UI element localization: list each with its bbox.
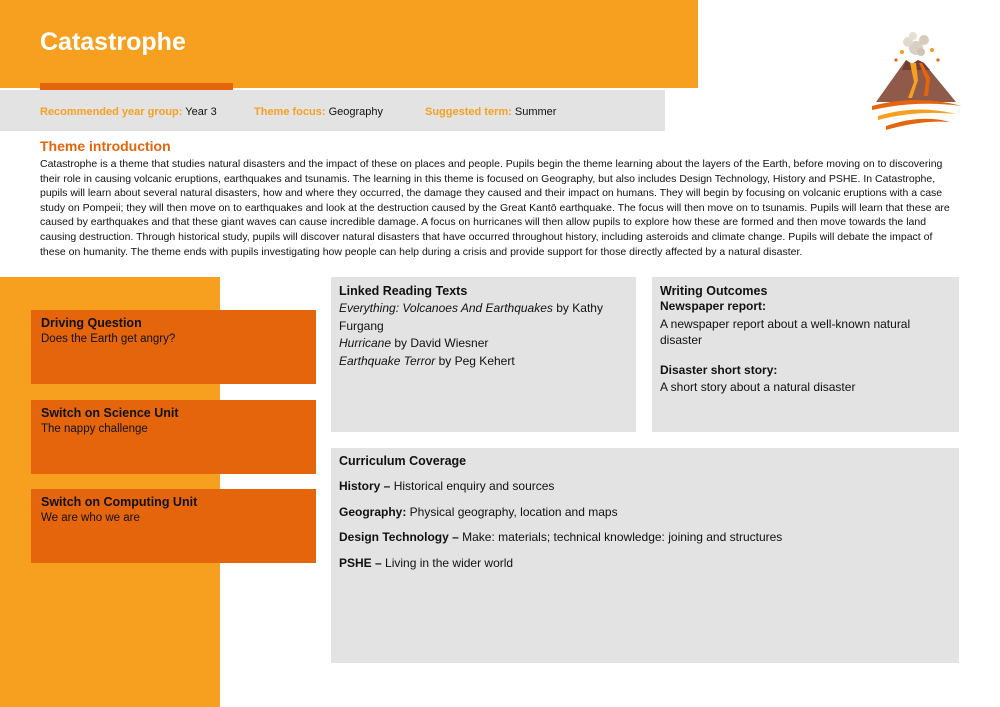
science-unit-text: The nappy challenge xyxy=(41,423,148,435)
driving-question-box xyxy=(31,310,316,384)
reading-texts-panel xyxy=(331,277,636,432)
outcome-text: A short story about a natural disaster xyxy=(660,380,856,394)
theme-focus-label: Theme focus: xyxy=(254,106,326,118)
reading-texts-title: Linked Reading Texts xyxy=(339,284,468,298)
year-group-label: Recommended year group: xyxy=(40,106,183,118)
book-author: by Peg Kehert xyxy=(435,353,515,368)
writing-outcomes-title: Writing Outcomes xyxy=(660,284,768,298)
computing-unit-box xyxy=(31,489,316,563)
curriculum-item xyxy=(339,478,951,496)
curriculum-subject: PSHE – xyxy=(339,555,382,570)
curriculum-item xyxy=(339,504,951,522)
curriculum-coverage-panel xyxy=(331,448,959,663)
driving-question-text: Does the Earth get angry? xyxy=(41,333,176,345)
page-title: Catastrophe xyxy=(40,28,186,56)
curriculum-detail: Physical geography, location and maps xyxy=(406,504,618,519)
book-title: Everything: Volcanoes And Earthquakes xyxy=(339,301,553,315)
suggested-term-label: Suggested term: xyxy=(425,106,512,118)
science-unit-title: Switch on Science Unit xyxy=(41,406,179,420)
outcome-heading: Disaster short story: xyxy=(660,362,778,377)
theme-focus xyxy=(254,106,383,118)
suggested-term xyxy=(425,106,556,118)
book-item xyxy=(339,353,628,371)
outcome-text: A newspaper report about a well-known natural disaster xyxy=(660,316,911,347)
intro-text: Catastrophe is a theme that studies natural disasters and the impact of these on places and people. Pupils begin the theme learning about the layers of the Earth, before moving on to discovering their role in causing volcanic eruptions, earthquakes and tsunamis. The learning in this theme is focused on Geography, but also includes Design Technology, History and PSHE. In Catastrophe, pupils will learn about several natural disasters, how and where they occurred, the damage they caused and their impact on humans. They will begin by focusing on volcanic eruptions with a case study on Pompeii; they will then move on to earthquakes and look at the destruction caused by the Great Kantō earthquake. The focus will then move on to tsunamis. Pupils will learn that these are caused by earthquakes and that these giant waves can cause incredible damage. A focus on hurricanes will then allow pupils to explore how these are formed and then move towards the land causing destruction. Through historical study, pupils will discover natural disasters that have occurred throughout history, including asteroids and climate change. Pupils will debate the impact of these on humanity. The theme ends with pupils investigating how people can help during a crisis and provide support for those directly affected by a natural disaster. xyxy=(40,158,950,258)
outcome-heading: Newspaper report: xyxy=(660,299,767,313)
curriculum-item xyxy=(339,529,951,547)
year-group xyxy=(40,106,217,118)
curriculum-subject: Design Technology – xyxy=(339,530,459,544)
curriculum-detail: Historical enquiry and sources xyxy=(390,479,555,493)
book-title: Hurricane xyxy=(339,336,392,350)
suggested-term-value: Summer xyxy=(514,106,557,118)
book-item xyxy=(339,335,628,353)
curriculum-item xyxy=(339,555,951,573)
book-item xyxy=(339,300,628,335)
theme-focus-value: Geography xyxy=(328,106,384,118)
computing-unit-text: We are who we are xyxy=(41,512,140,524)
writing-outcomes-panel xyxy=(652,277,959,432)
curriculum-detail: Living in the wider world xyxy=(381,555,514,570)
year-group-value: Year 3 xyxy=(185,106,217,118)
computing-unit-title: Switch on Computing Unit xyxy=(41,495,198,509)
book-title: Earthquake Terror xyxy=(339,353,436,368)
book-author: by David Wiesner xyxy=(391,336,489,350)
book-author: by Kathy Furgang xyxy=(339,301,603,333)
curriculum-detail: Make: materials; technical knowledge: joining and structures xyxy=(458,530,783,544)
curriculum-subject: Geography: xyxy=(339,504,407,519)
driving-question-title: Driving Question xyxy=(41,316,142,330)
curriculum-coverage-title: Curriculum Coverage xyxy=(339,454,467,468)
intro-heading: Theme introduction xyxy=(40,138,171,154)
science-unit-box xyxy=(31,400,316,474)
curriculum-subject: History – xyxy=(339,479,391,493)
volcano-icon xyxy=(866,30,966,132)
